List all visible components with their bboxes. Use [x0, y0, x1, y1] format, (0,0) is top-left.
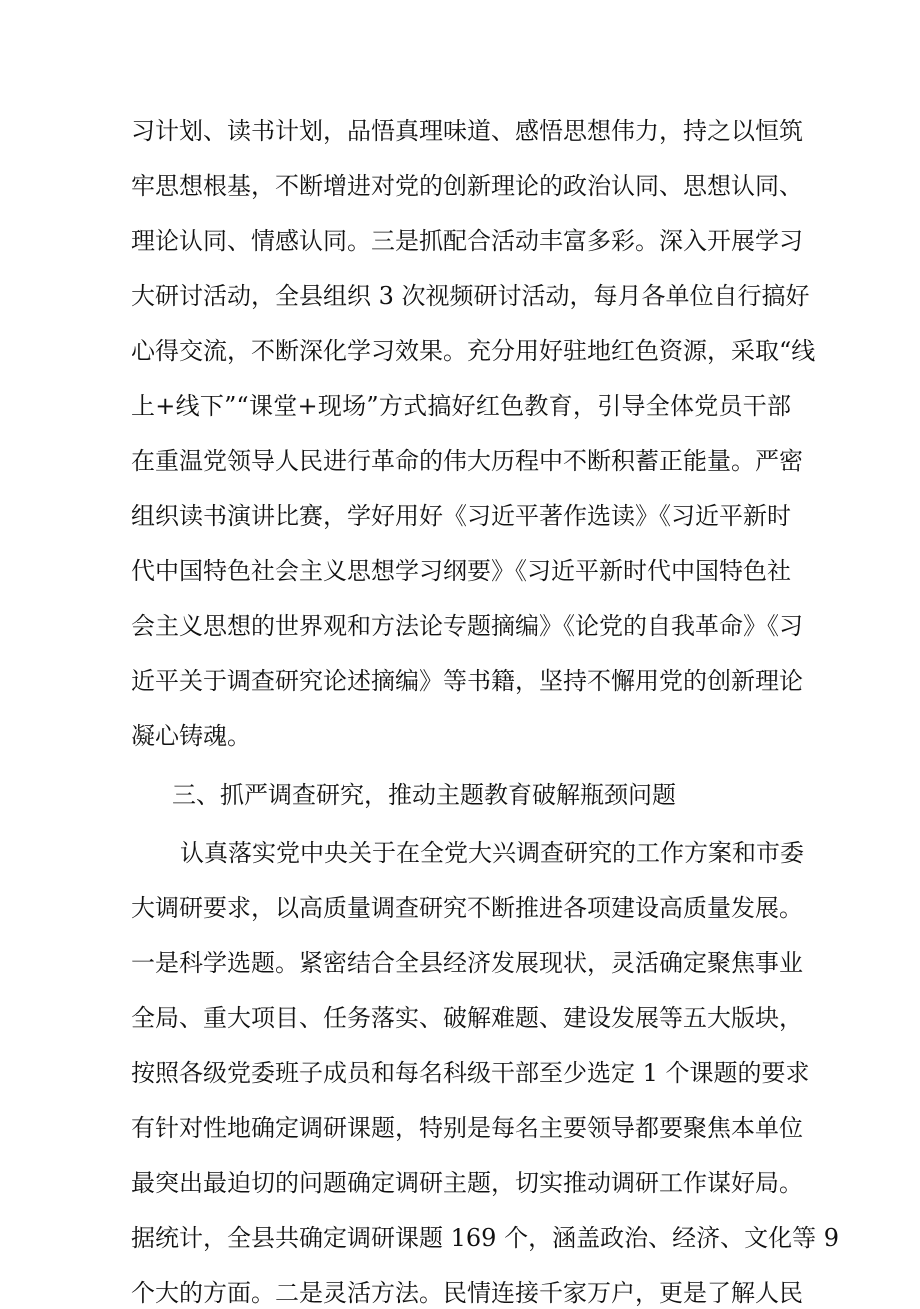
paragraph-2-line-8: 据统计，全县共确定调研课题 169 个，涵盖政治、经济、文化等 9	[131, 1224, 839, 1252]
section-heading: 三、抓严调查研究，推动主题教育破解瓶颈问题	[172, 781, 676, 809]
paragraph-1-line-4: 大研讨活动，全县组织 3 次视频研讨活动，每月各单位自行搞好	[131, 282, 810, 310]
paragraph-1-line-9: 代中国特色社会主义思想学习纲要》《习近平新时代中国特色社	[131, 557, 791, 585]
paragraph-1-line-11: 近平关于调查研究论述摘编》等书籍，坚持不懈用党的创新理论	[131, 667, 803, 695]
paragraph-2-line-1: 认真落实党中央关于在全党大兴调查研究的工作方案和市委	[180, 839, 804, 867]
paragraph-2-line-6: 有针对性地确定调研课题，特别是每名主要领导都要聚焦本单位	[131, 1114, 803, 1142]
paragraph-1-line-2: 牢思想根基，不断增进对党的创新理论的政治认同、思想认同、	[131, 172, 803, 200]
paragraph-2-line-7: 最突出最迫切的问题确定调研主题，切实推动调研工作谋好局。	[131, 1169, 803, 1197]
paragraph-2-line-5: 按照各级党委班子成员和每名科级干部至少选定 1 个课题的要求	[131, 1059, 810, 1087]
paragraph-2-line-2: 大调研要求，以高质量调查研究不断推进各项建设高质量发展。	[131, 894, 803, 922]
paragraph-1-line-5: 心得交流，不断深化学习效果。充分用好驻地红色资源，采取“线	[131, 337, 816, 365]
paragraph-2-line-4: 全局、重大项目、任务落实、破解难题、建设发展等五大版块，	[131, 1004, 803, 1032]
paragraph-1-line-6: 上+线下”“课堂+现场”方式搞好红色教育，引导全体党员干部	[131, 392, 791, 420]
paragraph-1-line-3: 理论认同、情感认同。三是抓配合活动丰富多彩。深入开展学习	[131, 227, 803, 255]
paragraph-1-line-12: 凝心铸魂。	[131, 722, 251, 750]
paragraph-1-line-7: 在重温党领导人民进行革命的伟大历程中不断积蓄正能量。严密	[131, 447, 803, 475]
paragraph-1-line-10: 会主义思想的世界观和方法论专题摘编》《论党的自我革命》《习	[131, 612, 803, 640]
paragraph-2-line-3: 一是科学选题。紧密结合全县经济发展现状，灵活确定聚焦事业	[131, 949, 803, 977]
paragraph-1-line-8: 组织读书演讲比赛，学好用好《习近平著作选读》《习近平新时	[131, 502, 791, 530]
paragraph-1-line-1: 习计划、读书计划，品悟真理味道、感悟思想伟力，持之以恒筑	[131, 117, 803, 145]
paragraph-2-line-9: 个大的方面。二是灵活方法。民情连接千家万户，更是了解人民	[131, 1279, 803, 1307]
